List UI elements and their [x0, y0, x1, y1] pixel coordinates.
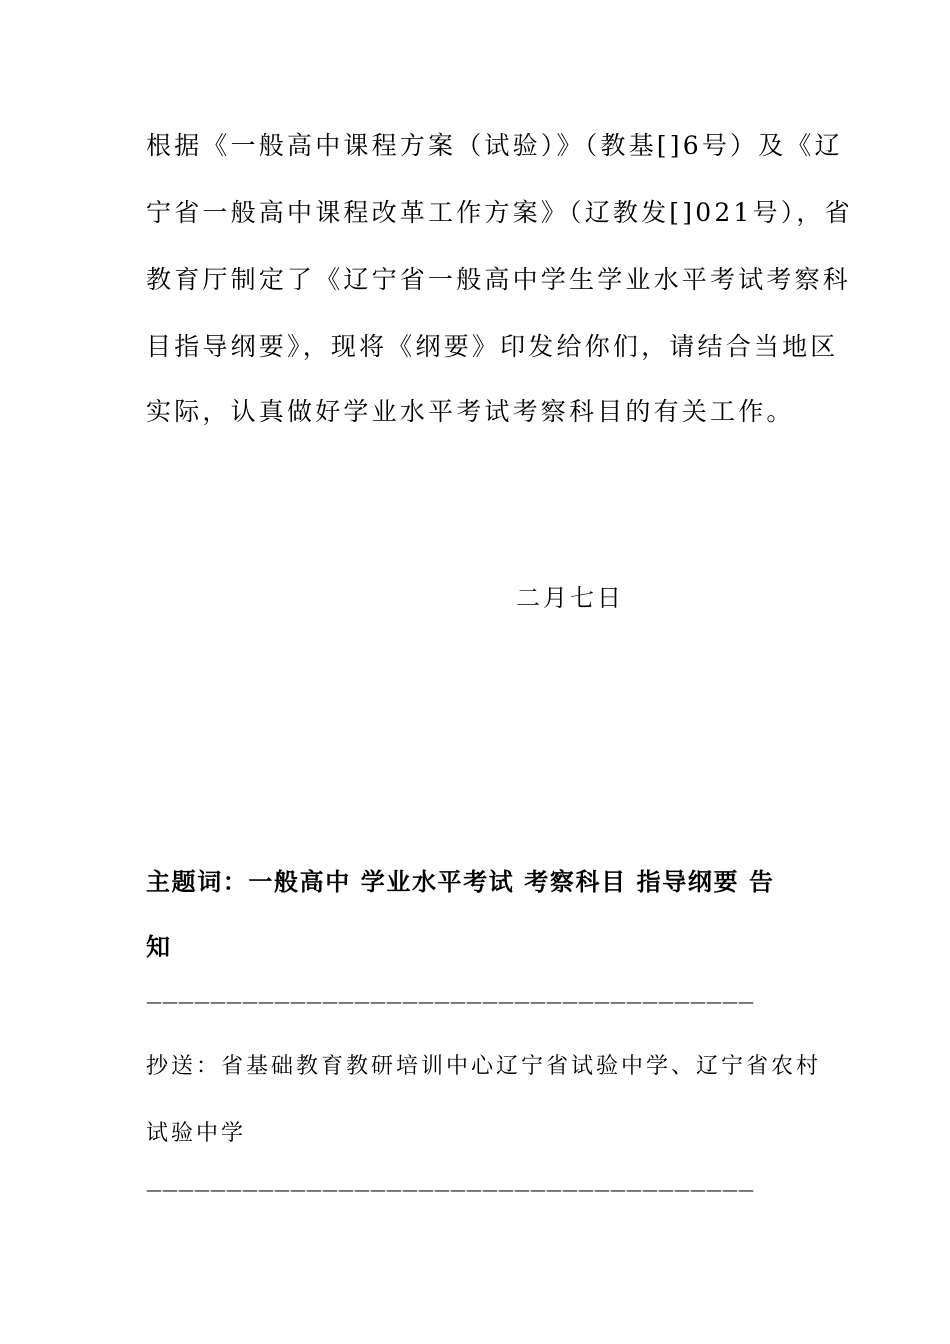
cc-line-1: 抄送：省基础教育教研培训中心辽宁省试验中学、辽宁省农村	[146, 1054, 822, 1079]
keywords-line-1: 主题词：一般高中 学业水平考试 考察科目 指导纲要 告	[146, 868, 775, 896]
body-paragraph-line-5: 实际，认真做好学业水平考试考察科目的有关工作。	[146, 397, 795, 426]
keywords-line-2: 知	[146, 933, 172, 961]
body-paragraph-line-3: 教育厅制定了《辽宁省一般高中学生学业水平考试考察科	[146, 265, 852, 294]
body-paragraph-line-1: 根据《一般高中课程方案（试验）》（教基[]6号）及《辽	[146, 131, 843, 160]
separator-rule-top: ——————————————————————————————————————	[146, 992, 754, 1011]
issue-date: 二月七日	[516, 584, 624, 612]
cc-line-2: 试验中学	[146, 1121, 247, 1146]
body-paragraph-line-4: 目指导纲要》，现将《纲要》印发给你们，请结合当地区	[146, 332, 839, 361]
separator-rule-bottom: ——————————————————————————————————————	[146, 1180, 754, 1199]
body-paragraph-line-2: 宁省一般高中课程改革工作方案》（辽教发[]021号），省	[146, 198, 853, 227]
